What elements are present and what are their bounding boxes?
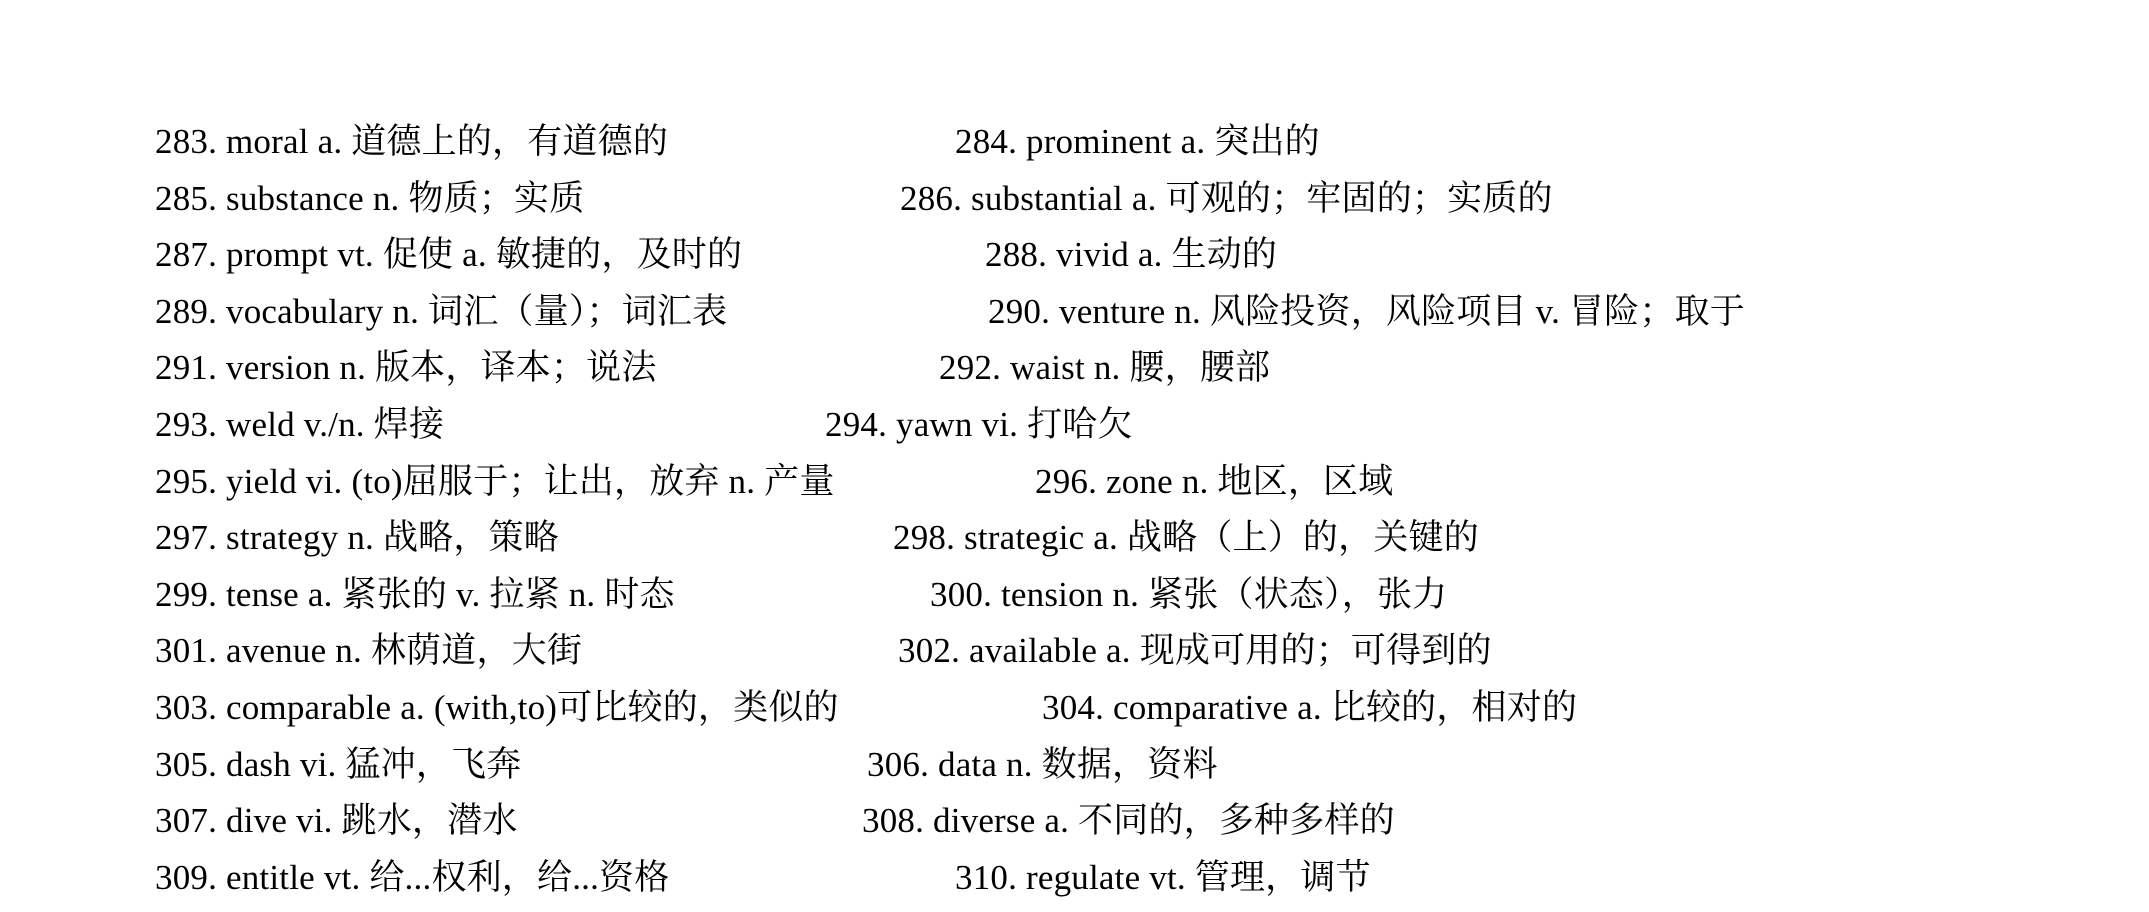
vocab-entry-289: 289. vocabulary n. 词汇（量）；词汇表 (155, 291, 728, 331)
vocab-row (155, 460, 2115, 517)
vocab-entry-296: 296. zone n. 地区，区域 (1035, 461, 1394, 501)
vocab-entry-302: 302. available a. 现成可用的；可得到的 (898, 631, 1492, 671)
vocab-entry-309: 309. entitle vt. 给...权利，给...资格 (155, 857, 670, 897)
vocab-entry-306: 306. data n. 数据，资料 (867, 744, 1218, 784)
vocab-row (155, 516, 2115, 573)
vocabulary-list (155, 120, 2115, 912)
vocab-entry-286: 286. substantial a. 可观的；牢固的；实质的 (900, 178, 1553, 218)
vocab-entry-292: 292. waist n. 腰，腰部 (939, 348, 1271, 388)
vocab-entry-294: 294. yawn vi. 打哈欠 (825, 404, 1133, 444)
vocab-entry-283: 283. moral a. 道德上的，有道德的 (155, 122, 669, 161)
vocab-row (155, 856, 2115, 912)
vocab-row (155, 346, 2115, 403)
vocab-row (155, 799, 2115, 856)
vocab-entry-298: 298. strategic a. 战略（上）的，关键的 (893, 518, 1479, 558)
vocab-entry-308: 308. diverse a. 不同的，多种多样的 (862, 801, 1395, 841)
vocab-row (155, 177, 2115, 234)
vocab-entry-290: 290. venture n. 风险投资，风险项目 v. 冒险；取于 (988, 291, 1745, 331)
vocab-entry-299: 299. tense a. 紧张的 v. 拉紧 n. 时态 (155, 574, 675, 614)
vocab-entry-301: 301. avenue n. 林荫道，大街 (155, 631, 583, 671)
vocab-entry-288: 288. vivid a. 生动的 (985, 235, 1278, 275)
vocab-row (155, 290, 2115, 347)
vocab-entry-304: 304. comparative a. 比较的，相对的 (1042, 687, 1578, 727)
vocab-entry-310: 310. regulate vt. 管理，调节 (955, 857, 1371, 897)
vocab-row (155, 743, 2115, 800)
vocab-row (155, 686, 2115, 743)
vocab-entry-300: 300. tension n. 紧张（状态），张力 (930, 574, 1448, 614)
vocab-entry-297: 297. strategy n. 战略，策略 (155, 518, 559, 558)
vocab-row (155, 403, 2115, 460)
vocab-entry-291: 291. version n. 版本，译本；说法 (155, 348, 657, 388)
vocab-entry-305: 305. dash vi. 猛冲，飞奔 (155, 744, 522, 784)
vocab-entry-285: 285. substance n. 物质；实质 (155, 178, 585, 218)
vocab-entry-287: 287. prompt vt. 促使 a. 敏捷的，及时的 (155, 235, 743, 275)
vocab-row (155, 233, 2115, 290)
vocab-row (155, 120, 2115, 177)
vocab-entry-293: 293. weld v./n. 焊接 (155, 404, 445, 444)
vocab-entry-303: 303. comparable a. (with,to)可比较的，类似的 (155, 687, 839, 727)
vocab-row (155, 573, 2115, 630)
vocab-entry-307: 307. dive vi. 跳水，潜水 (155, 801, 518, 841)
vocab-entry-284: 284. prominent a. 突出的 (955, 122, 1320, 161)
vocab-entry-295: 295. yield vi. (to)屈服于；让出，放弃 n. 产量 (155, 461, 835, 501)
vocab-row (155, 629, 2115, 686)
